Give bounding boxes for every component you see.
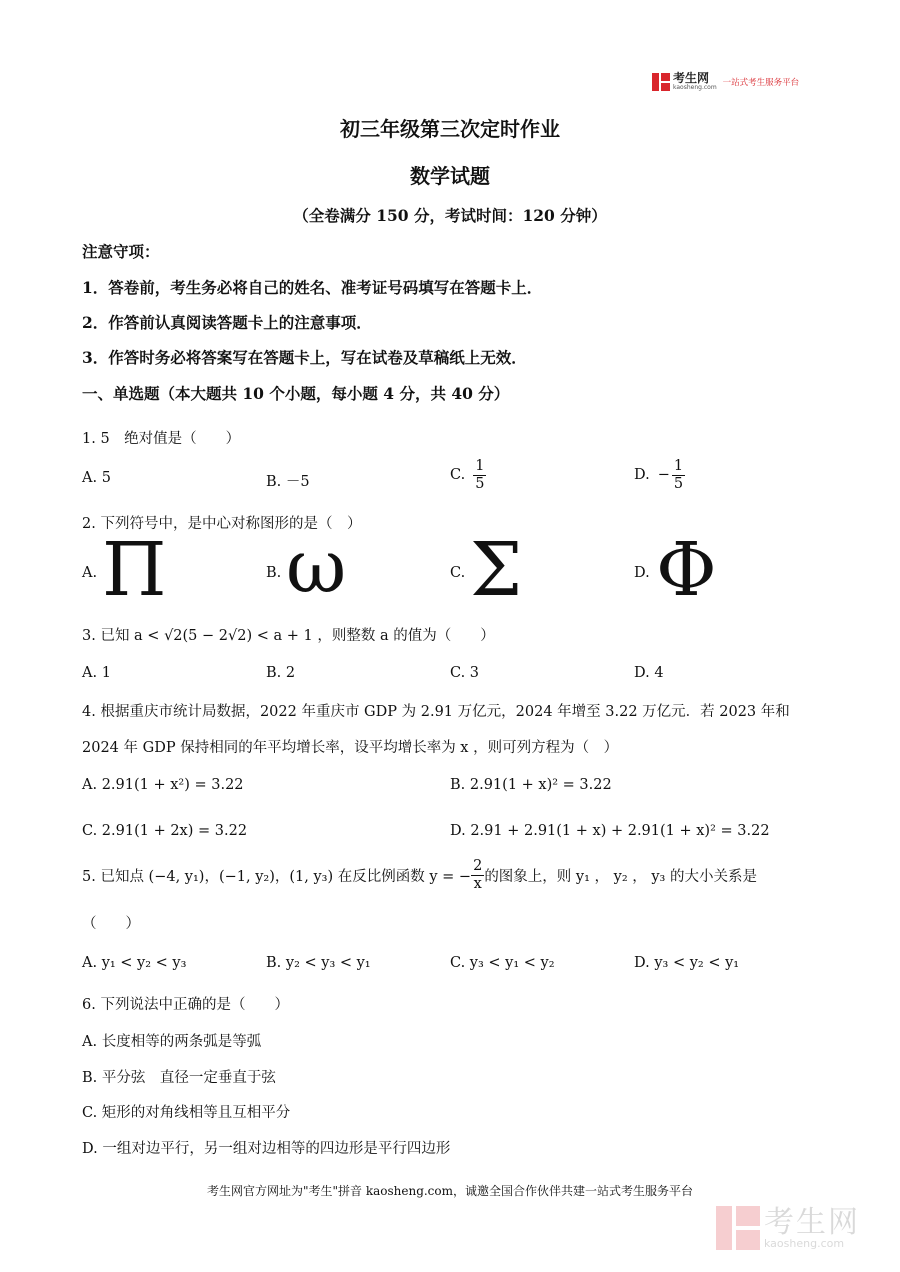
q6-option-c: C. 矩形的对角线相等且互相平分 — [82, 1105, 291, 1121]
q6-option-d: D. 一组对边平行，另一组对边相等的四边形是平行四边形 — [82, 1141, 451, 1157]
q2-option-b-symbol: ω — [286, 524, 347, 610]
q3-option-d: D. 4 — [634, 665, 664, 681]
logo-name: 考生网 — [673, 71, 710, 85]
q1-option-d-sign: − — [657, 467, 670, 484]
question-2-stem: 2. 下列符号中，是中心对称图形的是（ ） — [82, 516, 362, 532]
q3-option-b: B. 2 — [266, 665, 296, 681]
q3-option-c: C. 3 — [450, 665, 480, 681]
q5-option-a: A. y₁ < y₂ < y₃ — [82, 955, 187, 971]
logo-slogan: 一站式考生服务平台 — [722, 77, 800, 88]
question-4-stem-line2: 2024 年 GDP 保持相同的年平均增长率，设平均增长率为 x ，则可列方程为（ ） — [82, 740, 619, 756]
q5-stem-post: 的图象上，则 y₁ ， y₂ ， y₃ 的大小关系是 — [484, 868, 757, 885]
notice-item: 2．作答前认真阅读答题卡上的注意事项． — [82, 313, 372, 332]
page-footer: 考生网官方网址为"考生"拼音 kaosheng.com，诚邀全国合作伙伴共建一站式考生服务平台 — [206, 1184, 694, 1198]
notice-item: 3．作答时务必将答案写在答题卡上，写在试卷及草稿纸上无效． — [82, 348, 527, 367]
question-5-stem — [82, 858, 757, 892]
q1-option-d — [634, 458, 685, 492]
watermark — [716, 1206, 860, 1250]
q2-option-d-label: D. — [634, 565, 650, 581]
q6-option-b: B. 平分弦 直径一定垂直于弦 — [82, 1070, 276, 1086]
q1-option-d-fraction — [672, 458, 685, 492]
q1-option-c-label: C. — [450, 467, 466, 484]
q5-option-b: B. y₂ < y₃ < y₁ — [266, 955, 371, 971]
watermark-url: kaosheng.com — [764, 1236, 845, 1250]
question-6-stem: 6. 下列说法中正确的是（ ） — [82, 997, 289, 1013]
q4-option-c: C. 2.91(1 + 2x) = 3.22 — [82, 823, 248, 839]
page-title: 初三年级第三次定时作业 — [340, 117, 560, 141]
fraction-numerator: 1 — [673, 458, 684, 474]
watermark-name: 考生网 — [764, 1204, 860, 1240]
q1-option-a: A. 5 — [82, 470, 111, 486]
question-1-stem: 1. 5 绝对值是（ ） — [82, 431, 241, 447]
watermark-logo-icon — [716, 1206, 760, 1250]
q2-option-c-symbol: Σ — [470, 527, 523, 613]
q1-option-c — [450, 458, 486, 492]
fraction-numerator: 2 — [473, 858, 483, 874]
fraction-denominator: 5 — [673, 475, 684, 492]
q1-option-c-fraction — [473, 458, 486, 492]
header-logo — [652, 72, 799, 91]
q4-option-b: B. 2.91(1 + x)² = 3.22 — [450, 777, 612, 793]
fraction-denominator: 5 — [475, 475, 485, 492]
q2-option-b-label: B. — [266, 565, 282, 581]
kaosheng-logo-icon — [652, 73, 670, 91]
section-heading: 一、单选题（本大题共 10 个小题，每小题 4 分，共 40 分） — [82, 384, 510, 403]
q5-answer-paren: （ ） — [82, 916, 140, 932]
q5-fraction — [471, 858, 484, 892]
q2-option-c-label: C. — [450, 565, 466, 581]
q2-option-d-symbol: Φ — [656, 527, 717, 613]
q5-option-c: C. y₃ < y₁ < y₂ — [450, 955, 555, 971]
question-3-stem: 3. 已知 a < √2(5 − 2√2) < a + 1 ，则整数 a 的值为（ ） — [82, 628, 495, 644]
page-subtitle: 数学试题 — [410, 164, 490, 188]
logo-url: kaosheng.com — [673, 84, 717, 91]
q2-option-a-symbol: Π — [102, 527, 167, 613]
fraction-denominator: x — [473, 875, 482, 892]
q1-option-d-label: D. — [634, 467, 650, 484]
q5-stem-pre: 5. 已知点 (−4, y₁)，(−1, y₂)，(1, y₃) 在反比例函数 y = − — [82, 868, 472, 885]
fraction-numerator: 1 — [475, 458, 485, 474]
q4-option-d: D. 2.91 + 2.91(1 + x) + 2.91(1 + x)² = 3.22 — [450, 823, 770, 839]
q2-option-a-label: A. — [82, 565, 98, 581]
q1-option-b: B. －5 — [266, 474, 310, 490]
q3-option-a: A. 1 — [82, 665, 111, 681]
notice-item: 1．答卷前，考生务必将自己的姓名、准考证号码填写在答题卡上． — [82, 278, 543, 297]
notice-heading: 注意守项： — [82, 242, 160, 261]
q4-option-a: A. 2.91(1 + x²) = 3.22 — [82, 777, 244, 793]
q6-option-a: A. 长度相等的两条弧是等弧 — [82, 1034, 262, 1050]
q5-option-d: D. y₃ < y₂ < y₁ — [634, 955, 740, 971]
exam-info: （全卷满分 150 分，考试时间：120 分钟） — [293, 206, 607, 225]
question-4-stem-line1: 4. 根据重庆市统计局数据，2022 年重庆市 GDP 为 2.91 万亿元，2024 年增至 3.22 万亿元．若 2023 年和 — [82, 704, 790, 720]
